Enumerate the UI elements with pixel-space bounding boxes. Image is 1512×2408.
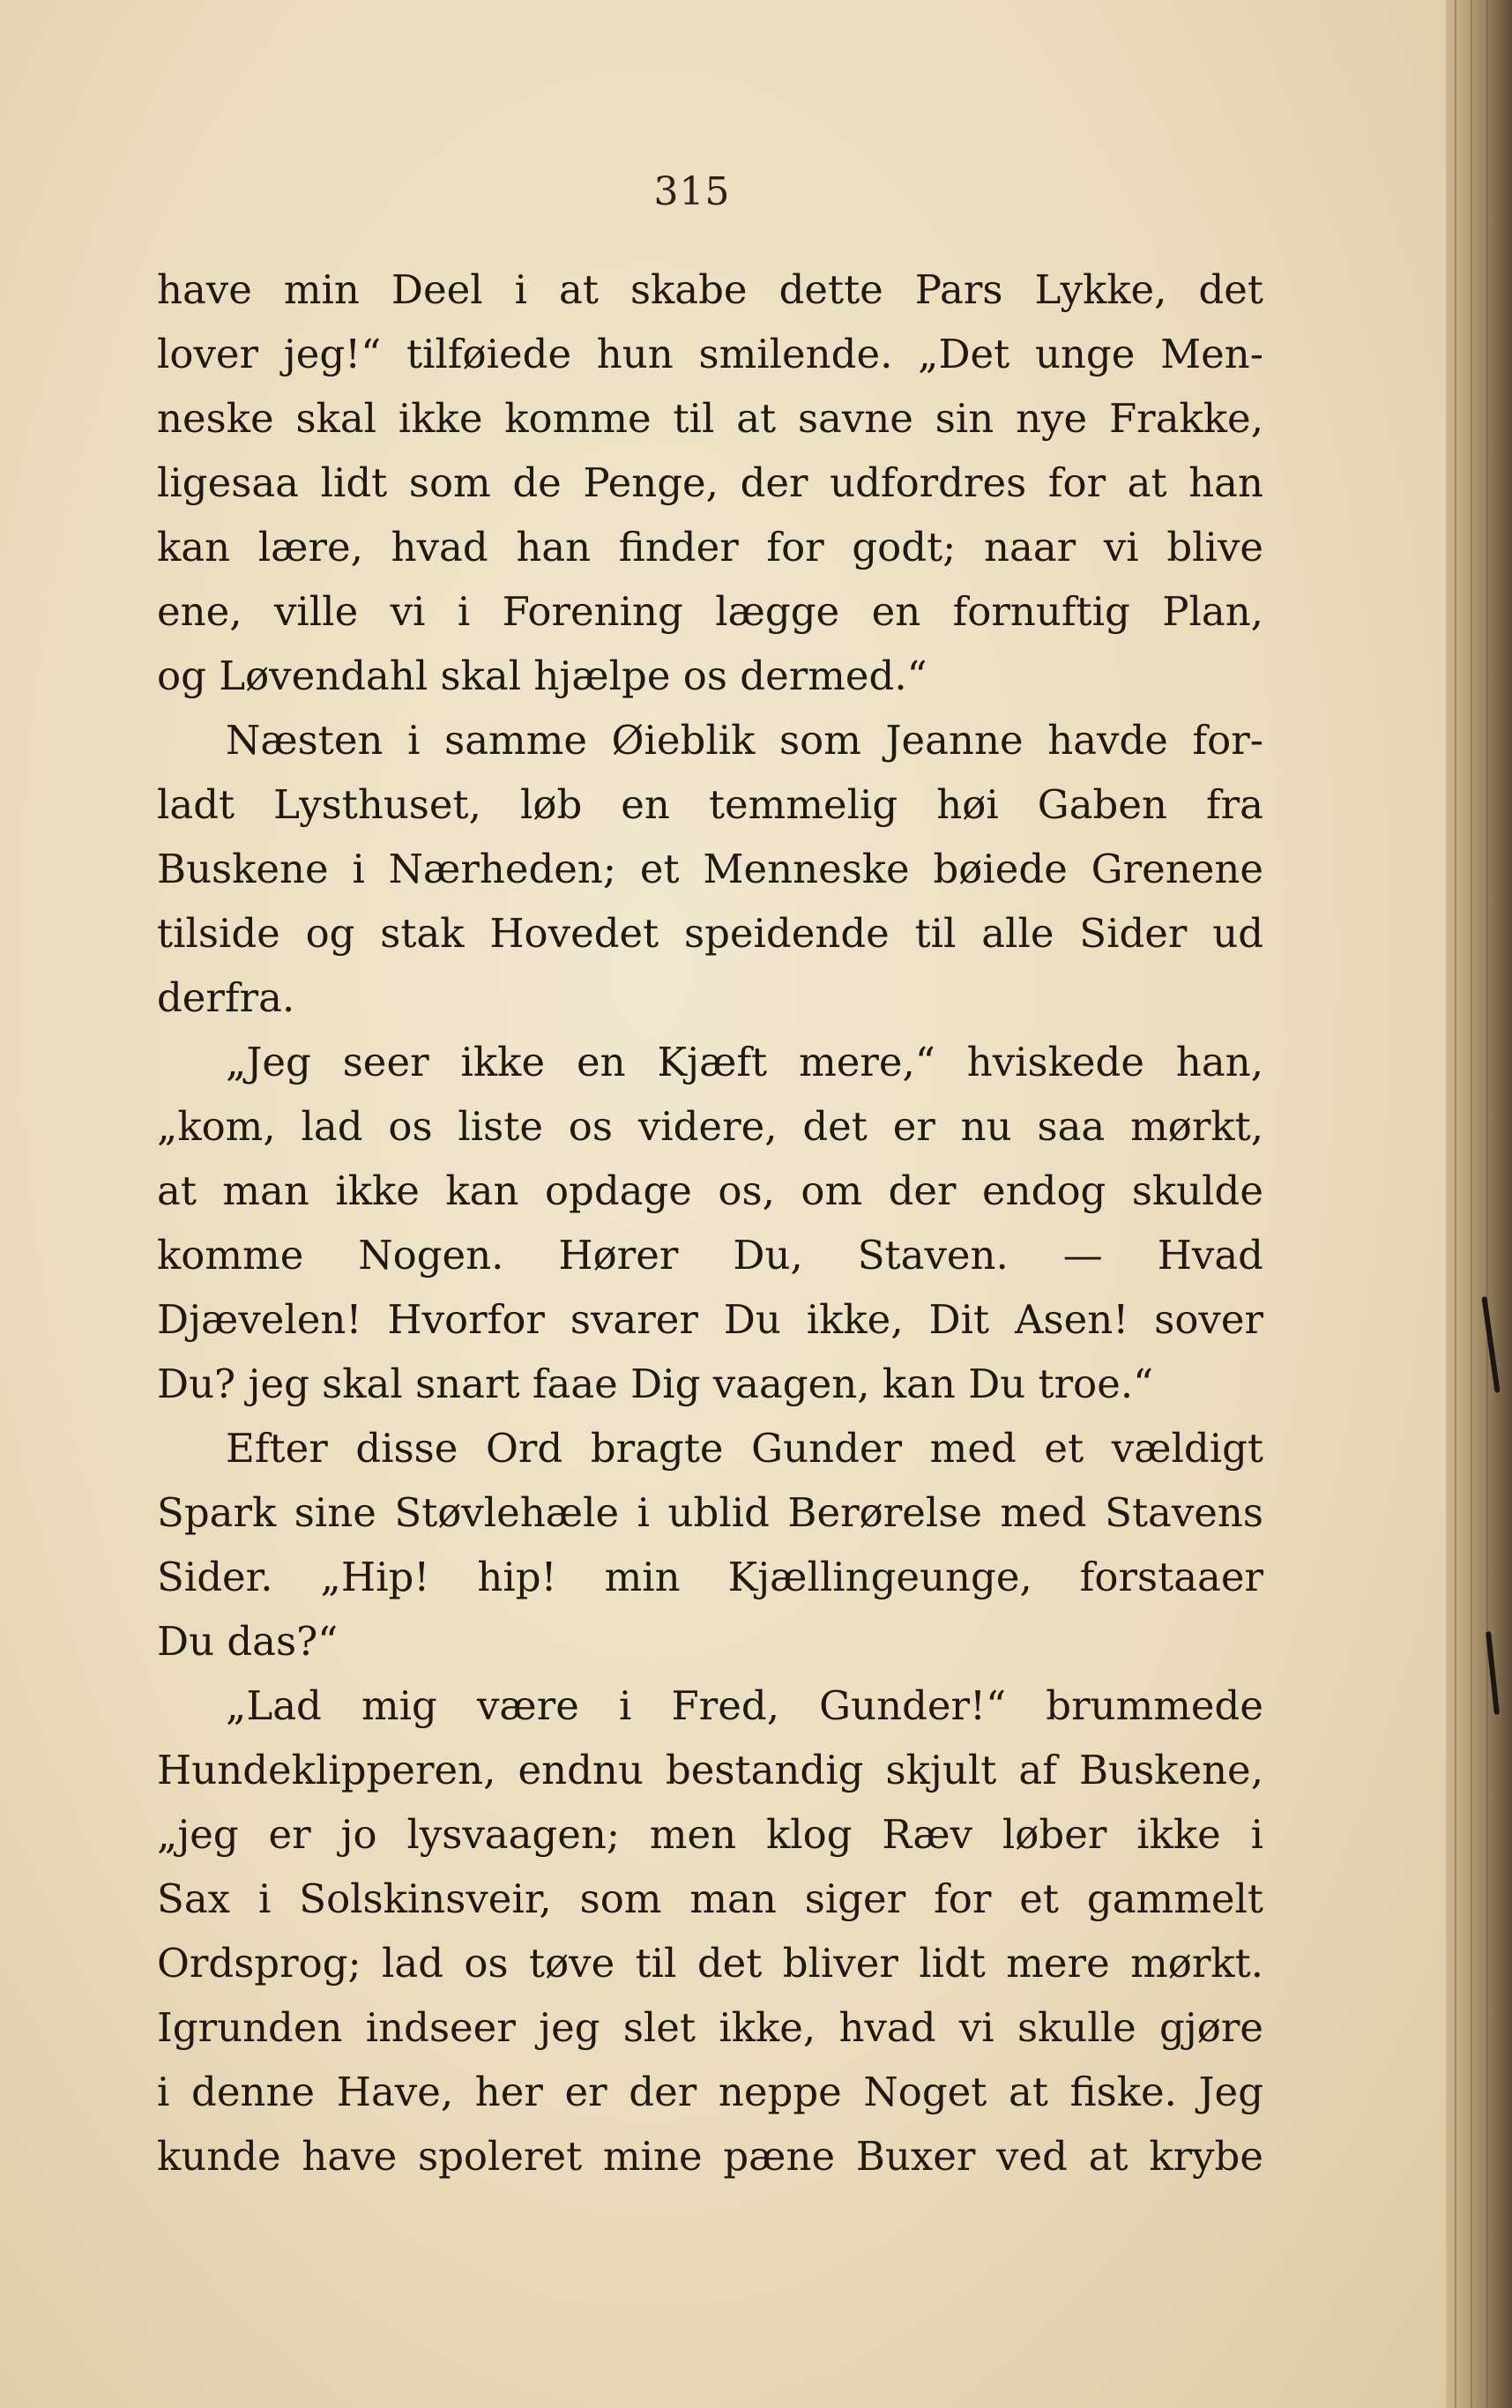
- text-line: og Løvendahl skal hjælpe os dermed.“: [157, 652, 927, 699]
- text-line: Sax i Solskinsveir, som man siger for et gammelt: [157, 1875, 1263, 1922]
- text-line: Buskene i Nærheden; et Menneske bøiede Grenene: [157, 846, 1263, 892]
- text-line: „kom, lad os liste os videre, det er nu saa mørkt,: [157, 1103, 1263, 1150]
- text-line: at man ikke kan opdage os, om der endog skulde: [157, 1167, 1263, 1214]
- text-line: Igrunden indseer jeg slet ikke, hvad vi skulle gjøre: [157, 2004, 1263, 2051]
- text-line: lover jeg!“ tilføiede hun smilende. „Det unge Men-: [157, 331, 1263, 377]
- text-line: komme Nogen. Hører Du, Staven. — Hvad: [157, 1232, 1263, 1279]
- text-line: Ordsprog; lad os tøve til det bliver lidt mere mørkt.: [157, 1940, 1263, 1987]
- body-text: [157, 257, 1263, 2188]
- page-number: 315: [653, 169, 731, 214]
- text-line: Djævelen! Hvorfor svarer Du ikke, Dit Asen! sover: [157, 1296, 1263, 1343]
- text-line: Du? jeg skal snart faae Dig vaagen, kan Du troe.“: [157, 1361, 1154, 1407]
- text-line: Hundeklipperen, endnu bestandig skjult af Buskene,: [157, 1747, 1263, 1793]
- text-line: Sider. „Hip! hip! min Kjællingeunge, forstaaer: [157, 1554, 1263, 1600]
- text-line: ligesaa lidt som de Penge, der udfordres for at han: [157, 459, 1263, 506]
- text-line: ladt Lysthuset, løb en temmelig høi Gaben fra: [157, 781, 1263, 828]
- text-line: „Lad mig være i Fred, Gunder!“ brummede: [226, 1682, 1263, 1729]
- text-line: Næsten i samme Øieblik som Jeanne havde for-: [226, 717, 1263, 764]
- spine-crease: [1486, 0, 1488, 2408]
- text-line: „jeg er jo lysvaagen; men klog Ræv løber ikke i: [157, 1811, 1263, 1858]
- text-line: derfra.: [157, 974, 295, 1021]
- text-line: ene, ville vi i Forening lægge en fornuftig Plan,: [157, 588, 1263, 635]
- text-line: kunde have spoleret mine pæne Buxer ved at krybe: [157, 2133, 1263, 2180]
- spine-crease: [1471, 0, 1472, 2408]
- text-line: have min Deel i at skabe dette Pars Lykke, det: [157, 266, 1263, 313]
- text-line: neske skal ikke komme til at savne sin nye Frakke,: [157, 395, 1263, 442]
- text-line: kan lære, hvad han finder for godt; naar vi blive: [157, 524, 1263, 570]
- text-line: Spark sine Støvlehæle i ublid Berørelse med Stavens: [157, 1489, 1263, 1536]
- text-line: Efter disse Ord bragte Gunder med et vældigt: [226, 1425, 1263, 1472]
- text-line: tilside og stak Hovedet speidende til alle Sider ud: [157, 910, 1263, 957]
- book-spine: [1446, 0, 1512, 2408]
- text-line: „Jeg seer ikke en Kjæft mere,“ hviskede han,: [226, 1039, 1263, 1085]
- text-line: i denne Have, her er der neppe Noget at fiske. Jeg: [157, 2069, 1263, 2115]
- text-line: Du das?“: [157, 1618, 339, 1665]
- spine-crease: [1455, 0, 1456, 2408]
